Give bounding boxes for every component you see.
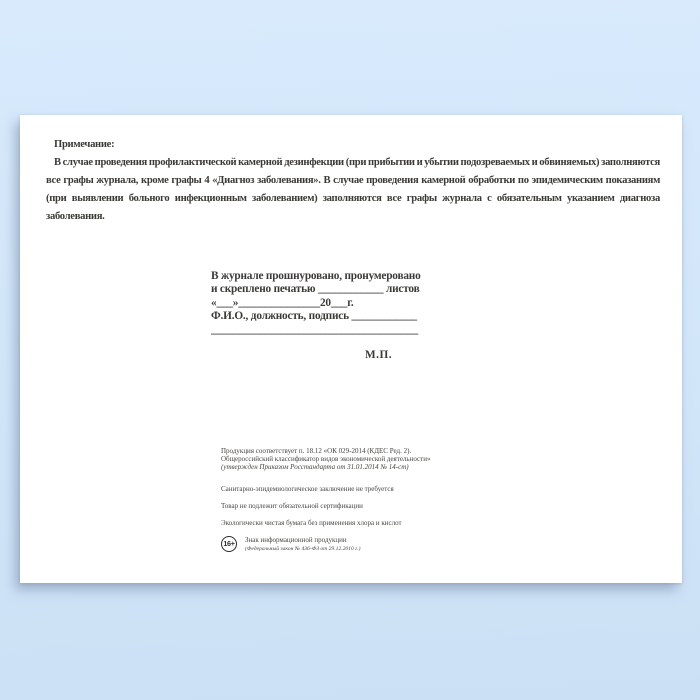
compliance-line-2: Общероссийский классификатор видов экономической деятельности» bbox=[221, 455, 431, 463]
compliance-line-3: (утвержден Приказом Росстандарта от 31.01.2014 № 14-ст) bbox=[221, 463, 409, 471]
binding-line-4: Ф.И.О., должность, подпись ____________ bbox=[211, 310, 417, 323]
document-page bbox=[20, 115, 682, 583]
publisher-info bbox=[221, 447, 481, 552]
age-rating bbox=[221, 536, 481, 552]
ecology-note: Экологически чистая бумага без применения хлора и кислот bbox=[221, 519, 402, 527]
sanitary-note: Санитарно-эпидемиологическое заключение не требуется bbox=[221, 485, 394, 493]
binding-line-3: «___»_______________20___г. bbox=[211, 296, 354, 309]
note-heading: Примечание: bbox=[54, 139, 115, 150]
binding-line-2: и скреплено печатью ____________ листов bbox=[211, 283, 420, 296]
stamp-place-label: М.П. bbox=[365, 349, 393, 362]
compliance-line-1: Продукция соответствует п. 18.12 «ОК 029-2014 (КДЕС Ред. 2). bbox=[221, 447, 412, 455]
binding-statement bbox=[211, 270, 421, 362]
note-section bbox=[46, 136, 660, 226]
age-16-icon: 16+ bbox=[221, 536, 237, 552]
note-paragraph: В случае проведения профилактической камерной дезинфекции (при прибытии и убытии подозреваемых и обвиняемых) заполняются все графы журнала, кроме графы 4 «Диагноз заболевания». В случае проведения камерной обработки по эпидемическим показаниям (при выявлении больного инфекционным заболеванием) заполняются все графы журнала с обязательным указанием диагноза заболевания. bbox=[46, 157, 660, 222]
age-rating-label: Знак информационной продукции bbox=[245, 536, 347, 544]
compliance-note bbox=[221, 447, 481, 471]
age-rating-law: (Федеральный закон № 436-ФЗ от 29.12.2010 г.) bbox=[245, 546, 361, 552]
binding-line-5: ______________________________________ bbox=[211, 323, 419, 336]
certification-note: Товар не подлежит обязательной сертификации bbox=[221, 502, 363, 510]
binding-line-1: В журнале прошнуровано, пронумеровано bbox=[211, 270, 421, 282]
